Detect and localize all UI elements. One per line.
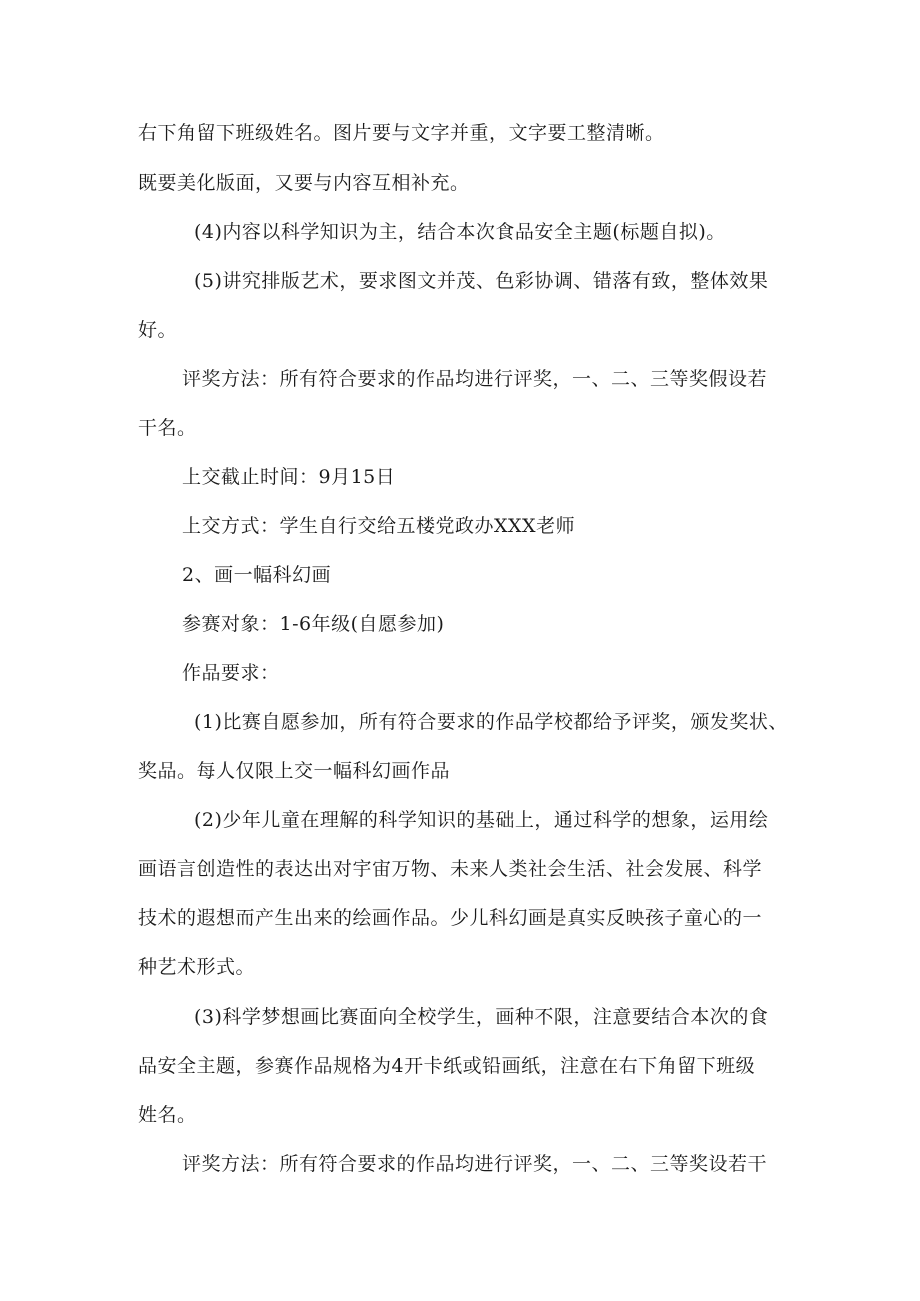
text-line: 上交截止时间：9月15日 bbox=[182, 466, 396, 488]
text-line: 奖品。每人仅限上交一幅科幻画作品 bbox=[138, 760, 451, 782]
text-line: 既要美化版面，又要与内容互相补充。 bbox=[138, 172, 470, 194]
text-line: (1)比赛自愿参加，所有符合要求的作品学校都给予评奖，颁发奖状、 bbox=[194, 711, 788, 733]
text-line: 干名。 bbox=[138, 417, 197, 439]
text-line: (4)内容以科学知识为主，结合本次食品安全主题(标题自拟)。 bbox=[194, 221, 726, 243]
text-line: 作品要求： bbox=[182, 662, 280, 684]
text-line: 参赛对象：1-6年级(自愿参加) bbox=[182, 613, 445, 635]
text-line: 好。 bbox=[138, 319, 178, 341]
text-line: (3)科学梦想画比赛面向全校学生，画种不限，注意要结合本次的食 bbox=[194, 1006, 769, 1028]
text-line: 评奖方法：所有符合要求的作品均进行评奖，一、二、三等奖假设若 bbox=[182, 368, 768, 390]
text-line: 上交方式：学生自行交给五楼党政办XXX老师 bbox=[182, 515, 576, 537]
text-line: 右下角留下班级姓名。图片要与文字并重，文字要工整清晰。 bbox=[138, 122, 665, 144]
text-line: 评奖方法：所有符合要求的作品均进行评奖，一、二、三等奖设若干 bbox=[182, 1153, 768, 1175]
text-line: 品安全主题，参赛作品规格为4开卡纸或铅画纸，注意在右下角留下班级 bbox=[138, 1055, 756, 1077]
text-line: (2)少年儿童在理解的科学知识的基础上，通过科学的想象，运用绘 bbox=[194, 809, 769, 831]
text-line: 种艺术形式。 bbox=[138, 956, 256, 978]
section-heading: 2、画一幅科幻画 bbox=[182, 564, 332, 586]
text-line: 画语言创造性的表达出对宇宙万物、未来人类社会生活、社会发展、科学 bbox=[138, 858, 763, 880]
text-line: 姓名。 bbox=[138, 1104, 197, 1126]
text-line: (5)讲究排版艺术，要求图文并茂、色彩协调、错落有致，整体效果 bbox=[194, 270, 769, 292]
text-line: 技术的遐想而产生出来的绘画作品。少儿科幻画是真实反映孩子童心的一 bbox=[138, 907, 763, 929]
